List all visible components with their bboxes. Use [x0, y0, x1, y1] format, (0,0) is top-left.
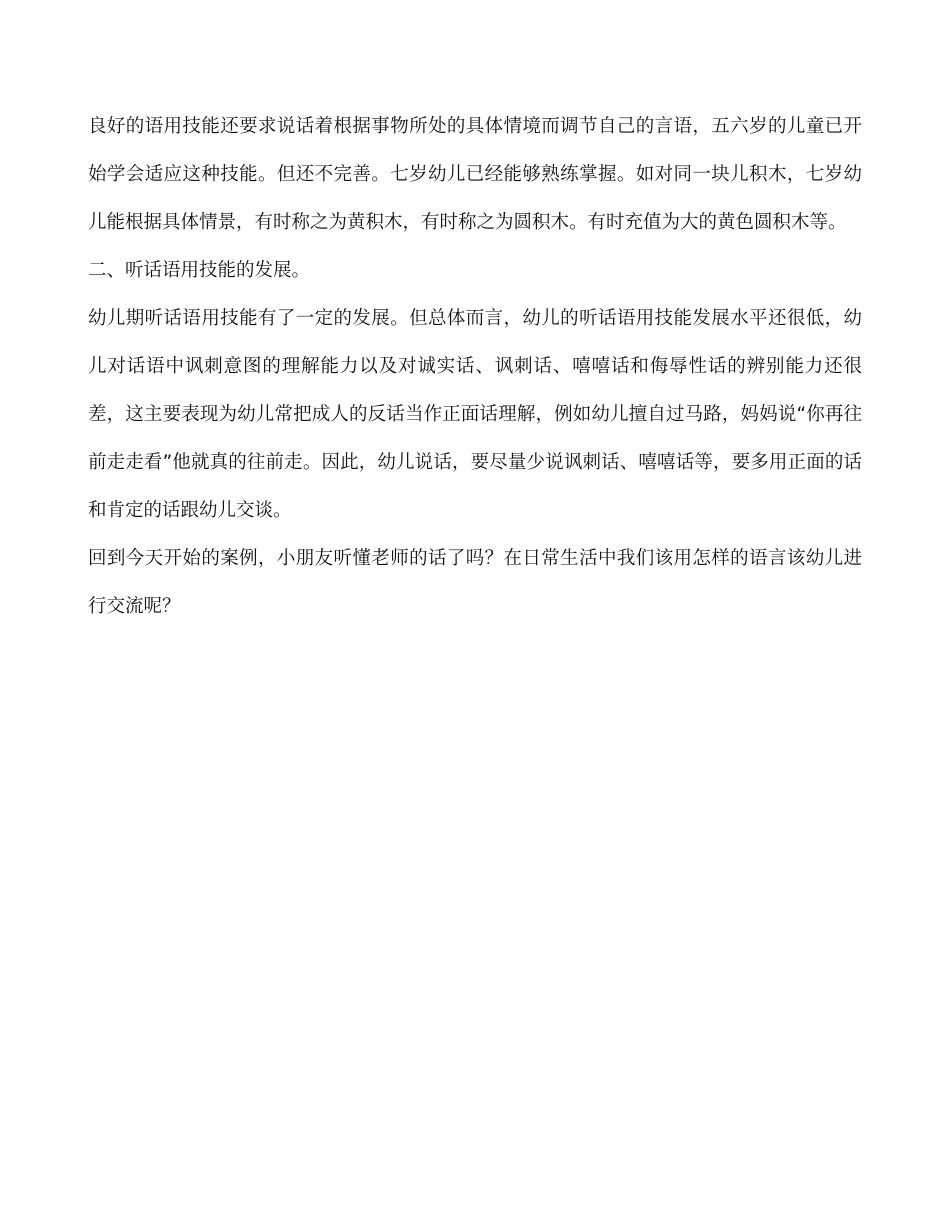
paragraph-case-question: 回到今天开始的案例，小朋友听懂老师的话了吗？在日常生活中我们该用怎样的语言该幼儿进行交流呢？ — [88, 548, 862, 617]
section-heading: 二、听话语用技能的发展。 — [88, 260, 311, 281]
paragraph-pragmatic-skill: 良好的语用技能还要求说话着根据事物所处的具体情境而调节自己的言语，五六岁的儿童已开始学会适应这种技能。但还不完善。七岁幼儿已经能够熟练掌握。如对同一块儿积木，七岁幼儿能根据具体情景，有时称之为黄积木，有时称之为圆积木。有时充值为大的黄色圆积木等。 — [88, 116, 862, 233]
paragraph-listening-skill: 幼儿期听话语用技能有了一定的发展。但总体而言，幼儿的听话语用技能发展水平还很低，幼儿对话语中讽刺意图的理解能力以及对诚实话、讽刺话、嘻嘻话和侮辱性话的辨别能力还很差，这主要表现为幼儿常把成人的反话当作正面话理解，例如幼儿擅自过马路，妈妈说“你再往前走走看”他就真的往前走。因此，幼儿说话，要尽量少说讽刺话、嘻嘻话等，要多用正面的话和肯定的话跟幼儿交谈。 — [88, 308, 862, 521]
